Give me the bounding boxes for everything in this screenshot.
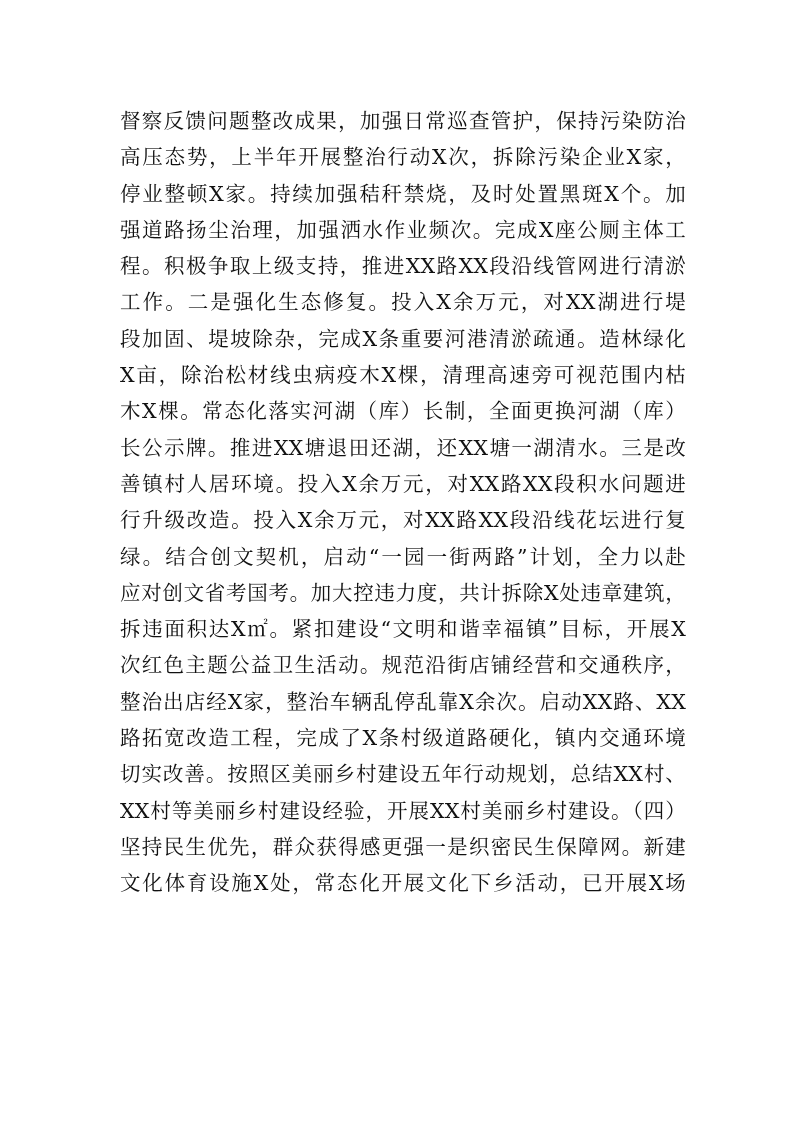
text-line: XX村等美丽乡村建设经验，开展XX村美丽乡村建设。（四）: [120, 798, 686, 823]
text-line: 段加固、堤坡除杂，完成X条重要河港清淤疏通。造林绿化: [120, 326, 686, 351]
text-line: 长公示牌。推进XX塘退田还湖，还XX塘一湖清水。三是改: [120, 435, 686, 460]
text-line: 强道路扬尘治理，加强洒水作业频次。完成X座公厕主体工: [120, 217, 686, 242]
text-line: 路拓宽改造工程，完成了X条村级道路硬化，镇内交通环境: [120, 726, 686, 751]
text-line: 拆违面积达X㎡。紧扣建设“文明和谐幸福镇”目标，开展X: [120, 617, 686, 642]
text-line: 坚持民生优先，群众获得感更强一是织密民生保障网。新建: [120, 834, 686, 859]
text-line: 文化体育设施X处，常态化开展文化下乡活动，已开展X场: [120, 871, 686, 896]
text-line: 程。积极争取上级支持，推进XX路XX段沿线管网进行清淤: [120, 254, 686, 279]
text-line: 次红色主题公益卫生活动。规范沿街店铺经营和交通秩序，: [120, 653, 686, 678]
text-line: 停业整顿X家。持续加强秸秆禁烧，及时处置黑斑X个。加: [120, 181, 686, 206]
body-text: [120, 103, 686, 902]
text-line: 工作。二是强化生态修复。投入X余万元，对XX湖进行堤: [120, 290, 686, 315]
text-line: 高压态势，上半年开展整治行动X次，拆除污染企业X家，: [120, 145, 686, 170]
text-line: X亩，除治松材线虫病疫木X棵，清理高速旁可视范围内枯: [120, 363, 686, 388]
text-line: 善镇村人居环境。投入X余万元，对XX路XX段积水问题进: [120, 471, 686, 496]
text-line: 木X棵。常态化落实河湖（库）长制，全面更换河湖（库）: [120, 399, 686, 424]
text-line: 绿。结合创文契机，启动“一园一街两路”计划，全力以赴: [120, 544, 686, 569]
text-line: 行升级改造。投入X余万元，对XX路XX段沿线花坛进行复: [120, 508, 686, 533]
text-line: 督察反馈问题整改成果，加强日常巡查管护，保持污染防治: [120, 109, 686, 133]
text-line: 切实改善。按照区美丽乡村建设五年行动规划，总结XX村、: [120, 762, 686, 787]
text-line: 应对创文省考国考。加大控违力度，共计拆除X处违章建筑，: [120, 580, 686, 605]
text-line: 整治出店经X家，整治车辆乱停乱靠X余次。启动XX路、XX: [120, 689, 686, 714]
